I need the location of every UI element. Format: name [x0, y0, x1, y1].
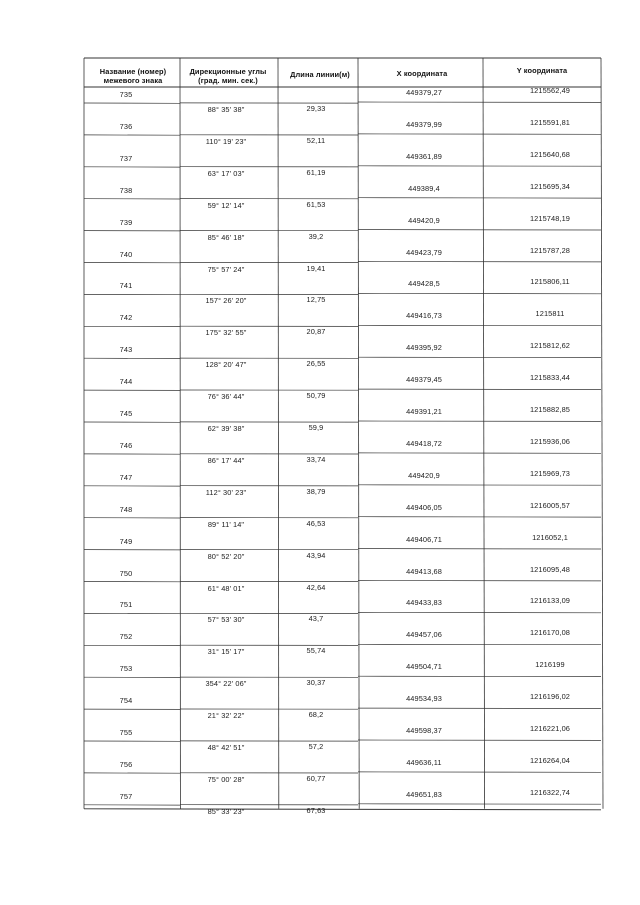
y-coordinate: 1215640,68: [529, 149, 571, 159]
point-name: 756: [119, 759, 133, 769]
direction-angle: 57° 53' 30": [207, 615, 245, 625]
header-length: Длина линии(м): [290, 70, 350, 79]
line-length: 52,11: [306, 135, 326, 145]
header-x: X координата: [396, 69, 448, 78]
point-name: 757: [119, 791, 133, 801]
grid-line: [483, 58, 485, 809]
direction-angle: 85° 33' 23": [207, 806, 245, 816]
direction-angle: 31° 15' 17": [207, 647, 245, 657]
y-coordinate: 1216322,74: [529, 787, 571, 797]
line-length: 38,79: [306, 486, 326, 496]
x-coordinate: 449433,83: [406, 598, 442, 608]
y-coordinate: 1215695,34: [529, 181, 571, 191]
point-name: 736: [119, 121, 133, 131]
x-coordinate: 449420,9: [408, 470, 440, 480]
header-y: Y координата: [516, 66, 568, 75]
line-length: 39,2: [308, 231, 324, 241]
y-coordinate: 1215969,73: [529, 468, 571, 478]
x-coordinate: 449534,93: [406, 694, 442, 704]
point-name: 741: [119, 281, 133, 291]
y-coordinate: 1216264,04: [529, 755, 571, 765]
point-name: 750: [119, 568, 133, 578]
y-coordinate: 1215936,06: [529, 436, 571, 446]
x-coordinate: 449395,92: [406, 343, 442, 353]
point-name: 754: [119, 696, 133, 706]
line-length: 12,75: [306, 295, 326, 305]
x-coordinate: 449423,79: [406, 247, 442, 257]
line-length: 20,87: [306, 327, 326, 337]
line-length: 59,9: [308, 423, 324, 432]
y-coordinate: 1215748,19: [529, 213, 571, 223]
x-coordinate: 449651,83: [406, 789, 442, 799]
direction-angle: 354° 22' 06": [205, 679, 247, 689]
point-name: 739: [119, 217, 133, 227]
direction-angle: 75° 00' 28": [207, 774, 245, 784]
line-length: 26,55: [306, 359, 326, 369]
y-coordinate: 1215806,11: [530, 277, 570, 287]
direction-angle: 85° 46' 18": [207, 232, 245, 242]
grid-line: [278, 58, 279, 809]
y-coordinate: 1215833,44: [529, 373, 571, 383]
point-name: 753: [119, 664, 133, 674]
line-length: 43,94: [306, 550, 326, 560]
point-name: 737: [119, 153, 133, 163]
x-coordinate: 449406,05: [406, 502, 442, 512]
line-length: 50,79: [306, 391, 326, 401]
y-coordinate: 1216199: [535, 660, 565, 670]
direction-angle: 80° 52' 20": [207, 551, 245, 561]
point-name: 738: [119, 185, 133, 195]
direction-angle: 89° 11' 14": [207, 519, 245, 529]
header-name: Название (номер) межевого знака: [99, 67, 167, 85]
point-name: 748: [119, 504, 133, 514]
point-name: 747: [119, 472, 133, 482]
point-name: 751: [119, 600, 133, 610]
direction-angle: 59° 12' 14": [207, 200, 245, 210]
direction-angle: 63° 17' 03": [207, 168, 245, 178]
direction-angle: 112° 30' 23": [205, 487, 247, 497]
point-name: 746: [119, 440, 133, 450]
y-coordinate: 1215591,81: [529, 117, 571, 127]
direction-angle: 175° 32' 55": [205, 328, 247, 338]
point-name: 743: [119, 345, 133, 355]
line-length: 67,63: [306, 805, 326, 815]
y-coordinate: 1215882,85: [529, 405, 571, 414]
direction-angle: 75° 57' 24": [207, 264, 245, 274]
line-length: 68,2: [308, 710, 324, 720]
grid-line: [601, 58, 603, 809]
y-coordinate: 1216052,1: [532, 532, 568, 542]
direction-angle: 76° 36' 44": [207, 392, 245, 402]
point-name: 749: [119, 536, 133, 546]
x-coordinate: 449457,06: [406, 630, 442, 640]
line-length: 57,2: [308, 742, 324, 751]
direction-angle: 157° 26' 20": [205, 296, 247, 306]
x-coordinate: 449416,73: [406, 311, 442, 321]
y-coordinate: 1216170,08: [529, 628, 571, 638]
y-coordinate: 1216196,02: [529, 692, 571, 702]
point-name: 740: [119, 249, 133, 259]
y-coordinate: 1215562,49: [529, 86, 571, 95]
point-name: 735: [119, 90, 133, 99]
direction-angle: 88° 35' 38": [207, 105, 245, 114]
x-coordinate: 449379,99: [406, 119, 442, 129]
x-coordinate: 449361,89: [406, 151, 442, 161]
direction-angle: 21° 32' 22": [207, 711, 245, 721]
line-length: 55,74: [306, 646, 326, 656]
line-length: 42,64: [306, 582, 326, 592]
direction-angle: 61° 48' 01": [207, 583, 245, 593]
x-coordinate: 449389,4: [408, 183, 440, 193]
line-length: 61,53: [306, 199, 326, 209]
line-length: 46,53: [306, 518, 326, 528]
line-length: 61,19: [306, 167, 326, 177]
x-coordinate: 449379,45: [406, 375, 442, 385]
point-name: 742: [119, 313, 133, 323]
x-coordinate: 449413,68: [406, 566, 442, 576]
direction-angle: 110° 19' 23": [205, 136, 247, 146]
x-coordinate: 449418,72: [406, 438, 442, 448]
direction-angle: 62° 39' 38": [207, 424, 245, 433]
y-coordinate: 1215811: [535, 309, 565, 319]
line-length: 19,41: [306, 263, 326, 273]
point-name: 752: [119, 632, 133, 642]
line-length: 33,74: [306, 454, 326, 464]
point-name: 755: [119, 728, 133, 737]
x-coordinate: 449504,71: [406, 662, 442, 672]
direction-angle: 86° 17' 44": [207, 455, 245, 465]
y-coordinate: 1215787,28: [529, 245, 571, 255]
y-coordinate: 1216005,57: [529, 500, 571, 510]
x-coordinate: 449420,9: [408, 215, 440, 225]
y-coordinate: 1216095,48: [529, 564, 571, 574]
grid-line: [358, 58, 359, 809]
x-coordinate: 449636,11: [406, 757, 442, 767]
y-coordinate: 1216221,06: [529, 724, 571, 733]
line-length: 30,37: [306, 678, 326, 688]
x-coordinate: 449391,21: [406, 407, 442, 416]
y-coordinate: 1215812,62: [529, 341, 571, 351]
line-length: 43,7: [308, 614, 324, 624]
direction-angle: 48° 42' 51": [207, 743, 245, 752]
point-name: 744: [119, 377, 133, 387]
direction-angle: 128° 20' 47": [205, 360, 247, 370]
line-length: 60,77: [306, 773, 326, 783]
x-coordinate: 449428,5: [408, 279, 440, 289]
x-coordinate: 449406,71: [406, 534, 442, 544]
y-coordinate: 1216133,09: [529, 596, 571, 606]
x-coordinate: 449598,37: [406, 726, 442, 735]
line-length: 29,33: [306, 104, 326, 113]
header-angles: Дирекционные углы (град. мин. сек.): [189, 67, 267, 85]
point-name: 745: [119, 409, 133, 418]
x-coordinate: 449379,27: [406, 88, 442, 97]
